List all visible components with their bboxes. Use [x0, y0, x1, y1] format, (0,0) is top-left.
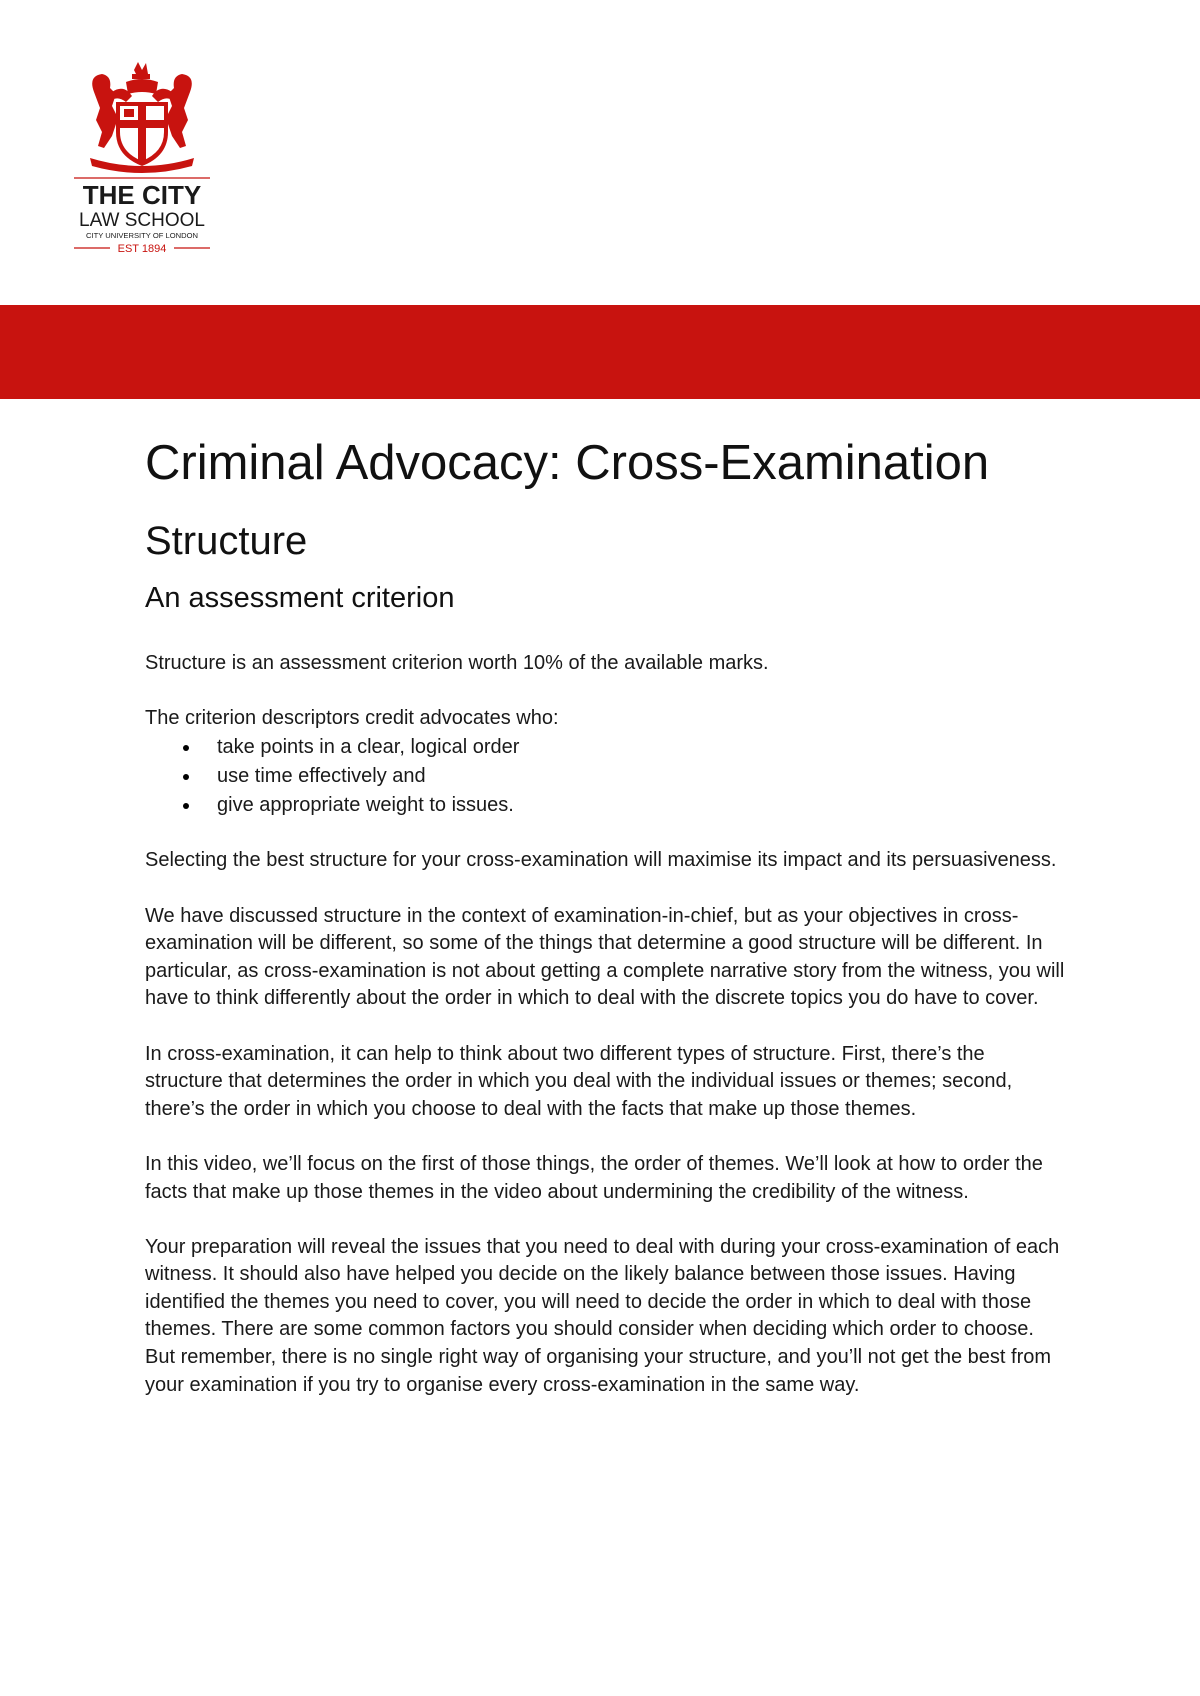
city-law-school-logo: [72, 62, 212, 258]
logo-line-1: THE CITY: [82, 180, 202, 210]
list-item: [145, 733, 1065, 762]
list-item: [145, 762, 1065, 791]
criteria-list: [145, 733, 1065, 820]
list-item-text: take points in a clear, logical order: [217, 735, 520, 758]
body-paragraph: In this video, we’ll focus on the first of those things, the order of themes. We’ll look at how to order the facts that make up those themes in the video about undermining the credibility of the witness.: [145, 1152, 1043, 1203]
list-item: [145, 791, 1065, 820]
body-paragraph: Your preparation will reveal the issues that you need to deal with during your cross-examination of each witness. It should also have helped you decide on the likely balance between those issues. Having identified the themes you need to cover, you will need to decide the order in which to deal with those themes. There are some common factors you should consider when deciding which order to choose. But remember, there is no single right way of organising your structure, and you’ll not get the best from your examination if you try to organise every cross-examination in the same way.: [145, 1235, 1060, 1396]
list-intro: The criterion descriptors credit advocates who:: [145, 707, 559, 730]
logo-line-2: LAW SCHOOL: [79, 210, 205, 231]
bullet-icon: [183, 745, 189, 751]
crest-icon: [72, 62, 212, 258]
logo-line-4: EST 1894: [117, 243, 167, 255]
body-paragraph: In cross-examination, it can help to think about two different types of structure. First, there’s the structure that determines the order in which you deal with the individual issues or themes; second, there’s the order in which you choose to deal with the facts that make up those themes.: [145, 1042, 1013, 1120]
bullet-icon: [183, 803, 189, 809]
document-body: [145, 428, 1065, 1399]
intro-paragraph: Structure is an assessment criterion worth 10% of the available marks.: [145, 652, 769, 674]
logo-line-3: CITY UNIVERSITY OF LONDON: [86, 231, 198, 240]
list-item-text: use time effectively and: [217, 764, 426, 787]
subheading: An assessment criterion: [145, 582, 455, 614]
header-band: [0, 305, 1200, 399]
body-paragraph: We have discussed structure in the context of examination-in-chief, but as your objectives in cross-examination will be different, so some of the things that determine a good structure will be different. In particular, as cross-examination is not about getting a complete narrative story from the witness, you will have to think differently about the order in which to deal with the discrete topics you do have to cover.: [145, 904, 1065, 1010]
bullet-icon: [183, 774, 189, 780]
body-paragraph: Selecting the best structure for your cross-examination will maximise its impact and its persuasiveness.: [145, 849, 1057, 872]
page-title: Criminal Advocacy: Cross-Examination: [145, 436, 990, 490]
list-item-text: give appropriate weight to issues.: [217, 793, 514, 816]
section-heading: Structure: [145, 519, 308, 563]
